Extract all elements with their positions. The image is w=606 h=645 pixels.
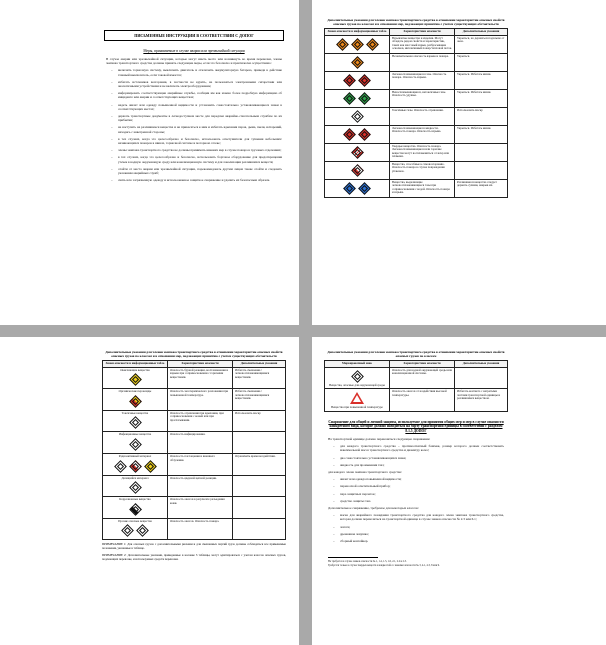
vertical-page-gap [299,0,312,645]
hazard-text: Вещества, способные к самовозгоранию. Опасность пожара в случае повреждения упаковок. [390,161,455,179]
bullet-item: – надеть жилет или одежду повышенной видимости и установить самостоятельно устанавливающиеся знаки в соответствующих местах; [118,103,282,111]
table-header-text: Дополнительные указания для членов экипажа транспортного средства в отношении характеристик опасных свойств опасных грузов по классам и в отношении мер, подлежащих принятию с учетом существующих обстоятельств [105,350,283,358]
hazard-signs [325,35,390,53]
column-header: Маркировочный знак [325,361,390,368]
horizontal-page-gap [0,325,606,337]
marking-table [324,360,508,412]
hazard-signs [103,475,168,497]
table-row [325,107,508,125]
hazard-text: Опасность ожогов. Опасность пожара. [168,518,233,540]
radioactive-diamond-icon [114,460,127,473]
explosive-diamond-icon [351,38,364,51]
advice-text: Укрыться, но держаться подальше от окон. [455,35,508,53]
hazard-signs [325,89,390,107]
advice-text: Избегать смешения с легковоспламеняющимися веществами. [233,367,286,389]
table-header-text: Дополнительные указания для членов экипажа транспортного средства в отношении характеристик опасных свойств опасных грузов по классам и в отношении мер, подлежащих принятию с учетом существующих обстоятельств [327,18,505,26]
footnote-divider [328,557,378,558]
column-header: Дополнительные указания [455,29,508,36]
advice-text [233,518,286,540]
equipment-item: – средство защиты глаз. [340,499,504,503]
equipment-item: – жилет или одежда повышенной видимости; [340,477,504,481]
hazard-signs [325,125,390,143]
advice-text: Избегать смешения с легковоспламеняющимися веществами. [233,389,286,411]
hazard-signs [325,53,390,71]
hazard-text: Опасность поглощения и внешнего облучения. [168,453,233,475]
advice-text: Укрыться. Избегать низин. [455,71,508,89]
equipment-intro: На транспортной единице должно перевозиться следующее снаряжение: [328,437,431,441]
table-row [325,89,508,107]
hazard-text: Опасность для водной окружающей среды или канализационной системы. [390,367,455,389]
table-row [325,35,508,53]
explosive-diamond-icon [336,38,349,51]
hazard-signs [103,518,168,540]
advice-text: Использовать маску. [233,410,286,432]
explosive-diamond-icon [366,38,379,51]
flammable-solid-diamond-icon [351,146,364,159]
column-header: Характеристики опасности [390,361,455,368]
table-row [325,179,508,197]
extra-equipment-intro: Дополнительное снаряжение, требуемое для некоторых классов: [328,506,419,511]
hazard-text: Опасность ожогов от воздействия высокой температуры. [390,389,455,412]
oxidizer-diamond-icon [129,373,142,386]
advice-text: Использовать маску. [455,107,508,125]
flame-diamond-icon [343,74,356,87]
elevated-temperature-triangle-icon [350,392,364,404]
table-header-text: Дополнительные указания для членов экипажа транспортного средства в отношении характеристик опасных свойств опасных грузов по классам [327,350,505,358]
sign-caption: Прочие опасные вещества [118,518,152,523]
sign-caption: Делящийся материал [121,475,149,480]
sign-caption: Инфекционные вещества [118,432,152,437]
flame-diamond-icon [358,74,371,87]
equipment-item: – жидкость для промывания глаз; [340,463,504,467]
hazard-signs [103,432,168,454]
sign-caption: Радиоактивный материал [118,453,152,458]
table-row [103,432,286,454]
crew-items-title: для каждого члена экипажа транспортного средства: [328,470,402,475]
bullet-item: – в тех случаях, когда это целесообразно и безопасно, использовать огнетушители для тушения небольших/начинающихся пожаров в шинах, тормозной системе и моторном отсеке; [118,137,282,145]
equipment-item: – два самостоятельно устанавливающихся знака; [340,456,504,460]
advice-text [233,475,286,497]
equipment-item: – переносной осветительный прибор; [340,484,504,488]
advice-text [233,497,286,519]
note-1: ПРИМЕЧАНИЕ 1: Для опасных грузов с дополнительными рисками и для смешанных партий груза должны соблюдаться все применимые положения, указанные в таблице. [102,542,286,551]
gas-cylinder-diamond-icon [343,92,356,105]
sign-caption: Окисляющие вещества [120,367,150,372]
hazard-text: Опасность экзотермического разложения при повышенной температуре. [168,389,233,411]
bullet-item: – включить тормозную систему, выключить двигатель и отключить аккумуляторную батарею, приведя в действие главный выключатель, если таковой имеется; [118,68,282,76]
table-row [103,518,286,540]
advice-text [233,432,286,454]
page-subtitle: Меры, принимаемые в случае аварии или чрезвычайной ситуации [143,49,245,53]
column-header: Знаки опасности и информационные табло [325,29,390,36]
equipment-item: – маска для аварийного покидания транспортного средства для каждого члена экипажа транспортного средства, которая должна перевозиться на транспортной единице в случае знаков опасности № 2.3 или 6.1; [340,513,504,521]
skull-diamond-icon [351,110,364,123]
document-page-2 [318,12,514,317]
equipment-item: – для каждого транспортного средства – противооткатный башмак, размер которого должен соответствовать максимальной массе транспортного средства и диаметру колес; [340,444,504,452]
water-reactive-diamond-icon [358,182,371,195]
advice-text: Укрыться. Избегать низин. [455,125,508,143]
column-header: Знаки опасности и информационные табло [103,361,168,368]
flame-diamond-icon [343,128,356,141]
table-row [325,161,508,179]
sign-caption: Вещества при повышенной температуре [331,405,383,410]
hazard-signs [325,107,390,125]
column-header: Характеристики опасности [390,29,455,36]
page-title: ПИСЬМЕННЫЕ ИНСТРУКЦИИ В СООТВЕТСТВИИ С ДОПОГ [104,30,284,41]
intro-paragraph: В случае аварии или чрезвычайной ситуации, которые могут иметь место или возникнуть во время перевозки, члены экипажа транспортного средства должны принять следующие меры, если это безопасно и практически осуществимо: [106,57,282,66]
hazard-signs [103,453,168,475]
column-header: Характеристики опасности [168,361,233,368]
skull-diamond-icon [129,417,142,430]
explosive-diamond-icon [351,56,364,69]
bullet-item: – избегать источников возгорания, в частности не курить, не пользоваться электронными сигаретами или аналогичными устройствами и не включать электрооборудование; [118,80,282,88]
sign-caption: Органические пероксиды [118,389,152,394]
advice-text [455,143,508,161]
hazard-text: Невоспламеняющиеся, нетоксичные газы. Опасность удушья. [390,89,455,107]
table-row [103,497,286,519]
advice-text [455,367,508,389]
hazard-signs [103,497,168,519]
equipment-item: – сборный контейнер. [340,539,504,543]
bullet-item: – члены экипажа транспортного средства не должны принимать никаких мер в случае пожара в грузовых отделениях; [118,148,282,152]
radioactive-diamond-icon [144,460,157,473]
advice-text: Избегать контакта с нагретыми частями транспортной единицы и разлившимся веществом. [455,389,508,412]
hazard-signs [103,410,168,432]
hazard-text: Легковоспламеняющиеся газы. Опасность пожара. Опасность взрыва. [390,71,455,89]
table-row [103,389,286,411]
table-row [103,410,286,432]
bullet-item: – не наступать на разлившиеся вещества и не прикасаться к ним и избегать вдыхания паров, дыма, пыли, испарений, находясь с наветренной стороны; [118,125,282,133]
hazard-text: Взрывчатые вещества и изделия. Могут обладать рядом свойств и характеристик, таких как массовый взрыв, разбрасывание осколков, интенсивный пожар/тепловой поток. [390,35,455,53]
advice-text [455,161,508,179]
hazard-signs [103,367,168,389]
flame-diamond-icon [358,128,371,141]
hazard-signs [325,367,390,389]
gas-cylinder-diamond-icon [358,92,371,105]
hazard-text: Опасность ядерной цепной реакции. [168,475,233,497]
table-row [325,143,508,161]
table-row [325,389,508,412]
bullet-item: – отойти от места аварии или чрезвычайной ситуации, порекомендовать другим лицам также отойти и следовать указаниям аварийных служб; [118,167,282,175]
hazard-signs [325,389,390,412]
table-row [103,453,286,475]
note-2: ПРИМЕЧАНИЕ 2: Дополнительные указания, приведенные в колонке 3 таблицы, могут адаптироваться с учетом классов опасных грузов, подлежащих перевозке, и используемых средств перевозки. [102,552,286,561]
hazard-text: Твердые вещества. Опасность пожара. Легковоспламеняющиеся или горючие вещества могут воспламениться от искр или пламени. [390,143,455,161]
column-header: Дополнительные указания [233,361,286,368]
spontaneous-combustion-diamond-icon [351,164,364,177]
organic-peroxide-diamond-icon [129,395,142,408]
sign-caption: Коррозионные вещества [119,497,151,502]
equipment-item: – дренажная ловушка; [340,532,504,536]
hazard-text: Опасность бурной реакции, воспламенения и взрыва при соприкосновении с горючими веществами. [168,367,233,389]
column-header: Дополнительные указания [455,361,508,368]
hazard-text: Опасность инфицирования. [168,432,233,454]
hazard-signs [325,71,390,89]
hazard-text: Незначительная опасность взрыва и пожара. [390,53,455,71]
hazard-text: Токсичные газы. Опасность отравления. [390,107,455,125]
hazard-signs [103,389,168,411]
advice-text: Разлившиеся вещества следует держать сухими, накрыв их. [455,179,508,197]
miscellaneous-diamond-icon [121,524,134,537]
equipment-item: – лопата; [340,525,504,529]
table-row [325,367,508,389]
document-page-4 [318,344,514,636]
document-page-1 [96,12,292,317]
hazard-signs [325,143,390,161]
advice-text: Укрыться. [455,53,508,71]
table-row [103,475,286,497]
bullet-item: – снять всю загрязненную одежду и использованное защитное снаряжение и удалить их безопасным образом. [118,178,282,182]
radioactive-diamond-icon [129,460,142,473]
footnote: Не требуется в случае знаков опасности № 1, 1.4, 1.5, 1.6, 2.1, 2.2 и 2.3. [328,560,407,564]
bullet-item: – в тех случаях, когда это целесообразно и безопасно, использовать бортовое оборудование для предотвращения утечек в водную окружающую среду или канализационную систему и для локализации разлившихся веществ; [118,155,282,163]
fissile-diamond-icon [129,481,142,494]
sign-caption: Вещества, опасные для окружающей среды [329,382,385,387]
water-reactive-diamond-icon [343,182,356,195]
document-page-3 [96,344,292,636]
lithium-battery-diamond-icon [136,524,149,537]
footnote: Требуется только в случае твердых веществ и жидкостей со знаками опасности № 3, 4.1, 4.3, 8 или 9. [328,563,440,567]
advice-text: Укрыться. Избегать низин. [455,89,508,107]
bullet-item: – держать транспортные документы в легкодоступном месте для передачи аварийно-спасательным службам по их прибытии; [118,114,282,122]
equipment-item: – пара защитных перчаток; [340,492,504,496]
hazard-text: Легковоспламеняющиеся жидкости. Опасность пожара. Опасность взрыва. [390,125,455,143]
table-row [103,367,286,389]
hazard-text: Опасность отравления при вдыхании, при соприкосновении с кожей или при проглатывании. [168,410,233,432]
hazard-signs [325,161,390,179]
hazard-signs [325,179,390,197]
sign-caption: Токсичные вещества [121,410,149,415]
corrosive-diamond-icon [129,503,142,516]
table-row [325,53,508,71]
equipment-section-title: Снаряжение для общей и личной защиты, используемое для принятия общих мер и мер в случае опасности конкретного вида, которое должно находиться на борту транспортной единицы в соответствии с разделом 8.1.5 ДОПОГ [328,419,504,433]
hazard-text: Опасность ожогов в результате разъедания кожи. [168,497,233,519]
environment-hazard-diamond-icon [351,370,364,383]
hazard-table [324,28,508,198]
biohazard-diamond-icon [129,438,142,451]
table-row [325,71,508,89]
table-row [325,125,508,143]
hazard-table [102,360,286,540]
hazard-text: Вещества, выделяющие легковоспламеняющиеся газы при соприкосновении с водой. Опасность пожара и взрыва. [390,179,455,197]
bullet-item: – информировать соответствующие аварийные службы, сообщив им как можно более подробную информацию об инциденте или аварии и соответствующих веществах; [118,91,282,99]
advice-text: Ограничить время воздействия. [233,453,286,475]
